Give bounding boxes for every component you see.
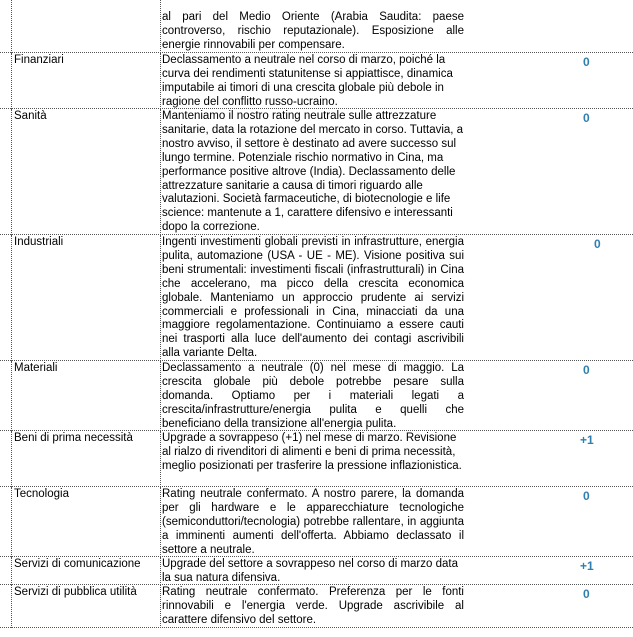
row-divider	[11, 585, 12, 628]
sector-name: Servizi di comunicazione	[14, 558, 141, 570]
sector-comment: Rating neutrale confermato. A nostro parere, la domanda per gli hardware e le apparecchiature tecnologiche (semiconduttori/tecnologia) potrebbe rallentare, in aggiunta a imminenti aumenti dell'offerta. Abbiamo declassato il settore a neutrale.	[162, 488, 464, 556]
column-divider	[160, 431, 161, 487]
sector-comment: Declassamento a neutrale nel corso di marzo, poiché la curva dei rendimenti statunitense si appiattisce, dinamica imputabile ai timori di una crescita globale più debole in ragione del conflitto russo-ucraino.	[162, 54, 453, 108]
rating-value: 0	[594, 237, 601, 251]
column-divider	[160, 585, 161, 628]
sector-comment: Declassamento a neutrale (0) nel mese di maggio. La crescita globale più debole potrebbe pesare sulla domanda. Optiamo per i materiali legati a crescita/infrastrutture/energia pulita e quelli che beneficiano della transizione all'energia pulita.	[162, 362, 464, 430]
row-divider	[11, 0, 12, 53]
row-divider	[11, 53, 12, 109]
sector-comment: Rating neutrale confermato. Preferenza per le fonti rinnovabili e l'energia verde. Upgrade ascrivibile al carattere difensivo del settore.	[162, 586, 464, 626]
rating-value: 0	[583, 55, 590, 69]
table-row	[0, 235, 633, 361]
row-divider	[11, 361, 12, 431]
rating-value: 0	[583, 111, 590, 125]
table-row	[0, 557, 633, 585]
table-row	[0, 361, 633, 431]
sector-comment: al pari del Medio Oriente (Arabia Saudita: paese controverso, rischio reputazionale). Esposizione alle energie rinnovabili per compensare.	[162, 11, 464, 51]
rating-value: +1	[580, 559, 594, 573]
column-divider	[160, 235, 161, 361]
sector-comment: Upgrade del settore a sovrappeso nel corso di marzo data la sua natura difensiva.	[162, 558, 458, 584]
row-divider	[11, 487, 12, 557]
row-divider	[11, 557, 12, 585]
column-divider	[160, 361, 161, 431]
table-row	[0, 585, 633, 628]
sector-name: Finanziari	[14, 54, 64, 66]
rating-value: 0	[583, 489, 590, 503]
sector-name: Beni di prima necessità	[14, 432, 133, 444]
column-divider	[160, 0, 161, 53]
sector-comment: Upgrade a sovrappeso (+1) nel mese di marzo. Revisione al rialzo di rivenditori di alimenti e beni di prima necessità, meglio posizionati per trasferire la pressione inflazionistica.	[162, 432, 462, 472]
table-row	[0, 53, 633, 109]
table-row	[0, 0, 633, 53]
table-row	[0, 109, 633, 235]
sector-name: Industriali	[14, 236, 64, 248]
table-row	[0, 431, 633, 487]
rating-value: 0	[583, 587, 590, 601]
sector-comment: Manteniamo il nostro rating neutrale sulle attrezzature sanitarie, data la rotazione del mercato in corso. Tuttavia, a nostro avviso, il settore è destinato ad avere successo sul lungo termine. Potenziale rischio normativo in Cina, ma performance positive altrove (India). Declassamento delle attrezzature sanitarie a causa di timori riguardo alle valutazioni. Società farmaceutiche, di biotecnologie e life science: mantenute a 1, carattere difensivo e interessanti dopo la correzione.	[162, 110, 464, 234]
sector-name: Sanità	[14, 110, 47, 122]
sector-name: Materiali	[14, 362, 58, 374]
column-divider	[160, 109, 161, 235]
sector-comment: Ingenti investimenti globali previsti in infrastrutture, energia pulita, automazione (USA - UE - ME). Visione positiva sui beni strumentali: investimenti fiscali (infrastrutturali) in Cina che accelerano, ma picco della crescita economica globale. Manteniamo un approccio prudente ai servizi commerciali e professionali in Cina, minacciati da una maggiore regolamentazione. Continuiamo a essere cauti nei trasporti alla luce dell'aumento dei contagi ascrivibili alla variante Delta.	[162, 236, 464, 360]
column-divider	[160, 53, 161, 109]
rating-value: 0	[583, 363, 590, 377]
row-divider	[11, 109, 12, 235]
column-divider	[160, 487, 161, 557]
row-divider	[11, 235, 12, 361]
rating-value: +1	[580, 433, 594, 447]
table-row	[0, 487, 633, 557]
column-divider	[160, 557, 161, 585]
row-divider	[11, 431, 12, 487]
sector-name: Servizi di pubblica utilità	[14, 586, 137, 598]
sector-name: Tecnologia	[14, 488, 69, 500]
